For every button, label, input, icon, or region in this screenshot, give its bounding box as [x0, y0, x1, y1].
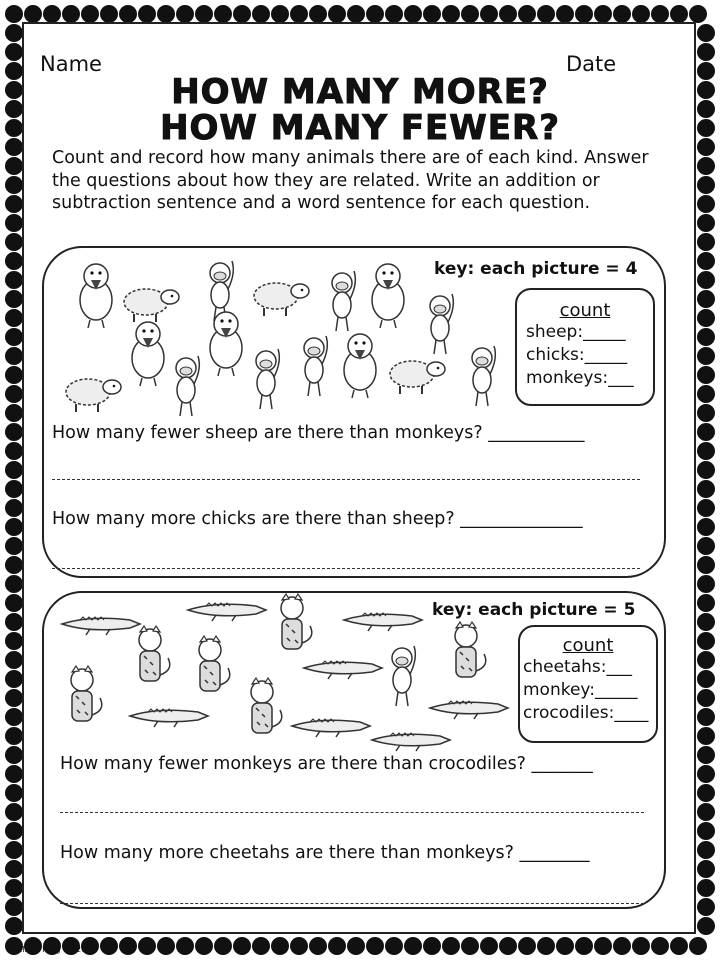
crocodile-icon: [344, 613, 422, 631]
cheetah-icon: [139, 626, 170, 681]
section1-question2: How many more chicks are there than sheep? ______________: [52, 509, 583, 529]
monkey-icon: [332, 271, 355, 331]
sheep-icon: [254, 283, 309, 316]
section1-count-monkeys[interactable]: monkeys:___: [526, 368, 634, 388]
section2-count-title: count: [562, 635, 614, 656]
cheetah-icon: [455, 622, 486, 677]
cheetah-icon: [251, 678, 282, 733]
monkey-icon: [472, 346, 495, 406]
name-label: Name: [40, 52, 102, 76]
section2-count-monkey[interactable]: monkey:_____: [523, 680, 638, 700]
section1-key: key: each picture = 4: [434, 259, 638, 279]
chick-icon: [132, 322, 164, 386]
sheep-icon: [66, 379, 121, 412]
section1-question1: How many fewer sheep are there than monkeys? ___________: [52, 423, 585, 443]
section1-count-sheep[interactable]: sheep:_____: [526, 322, 626, 342]
crocodile-icon: [304, 661, 382, 679]
section2-count-crocodiles[interactable]: crocodiles:____: [523, 703, 649, 723]
monkey-icon: [256, 349, 279, 409]
page-title-line2: HOW MANY FEWER?: [160, 108, 560, 148]
monkey-icon: [430, 294, 453, 354]
crocodile-icon: [130, 709, 208, 727]
crocodile-icon: [292, 719, 370, 737]
cheetah-icon: [199, 636, 230, 691]
copyright-footer: ©Hillary Iffrig 10/2015: [6, 945, 97, 954]
monkey-icon: [304, 336, 327, 396]
sheep-icon: [124, 289, 179, 322]
sheep-icon: [390, 361, 445, 394]
cheetah-icon: [71, 666, 102, 721]
crocodile-icon: [372, 733, 450, 751]
section1-count-chicks[interactable]: chicks:_____: [526, 345, 628, 365]
page-title-line1: HOW MANY MORE?: [171, 72, 549, 112]
cheetah-icon: [281, 594, 312, 649]
section2-question1: How many fewer monkeys are there than crocodiles? _______: [60, 754, 593, 774]
section2-count-cheetahs[interactable]: cheetahs:___: [523, 657, 632, 677]
section2-key: key: each picture = 5: [432, 600, 636, 620]
chick-icon: [210, 312, 242, 376]
chick-icon: [80, 264, 112, 328]
crocodile-icon: [188, 603, 266, 621]
date-label: Date: [566, 52, 617, 76]
chick-icon: [344, 334, 376, 398]
section1-count-title: count: [559, 300, 611, 321]
crocodile-icon: [430, 701, 508, 719]
crocodile-icon: [62, 617, 140, 635]
section2-question2: How many more cheetahs are there than monkeys? ________: [60, 843, 590, 863]
instructions-text: Count and record how many animals there are of each kind. Answer the questions about how they are related. Write an addition or subtraction sentence and a word sentence for each question.: [52, 148, 649, 213]
monkey-icon: [176, 356, 199, 416]
monkey-icon: [392, 646, 415, 706]
chick-icon: [372, 264, 404, 328]
